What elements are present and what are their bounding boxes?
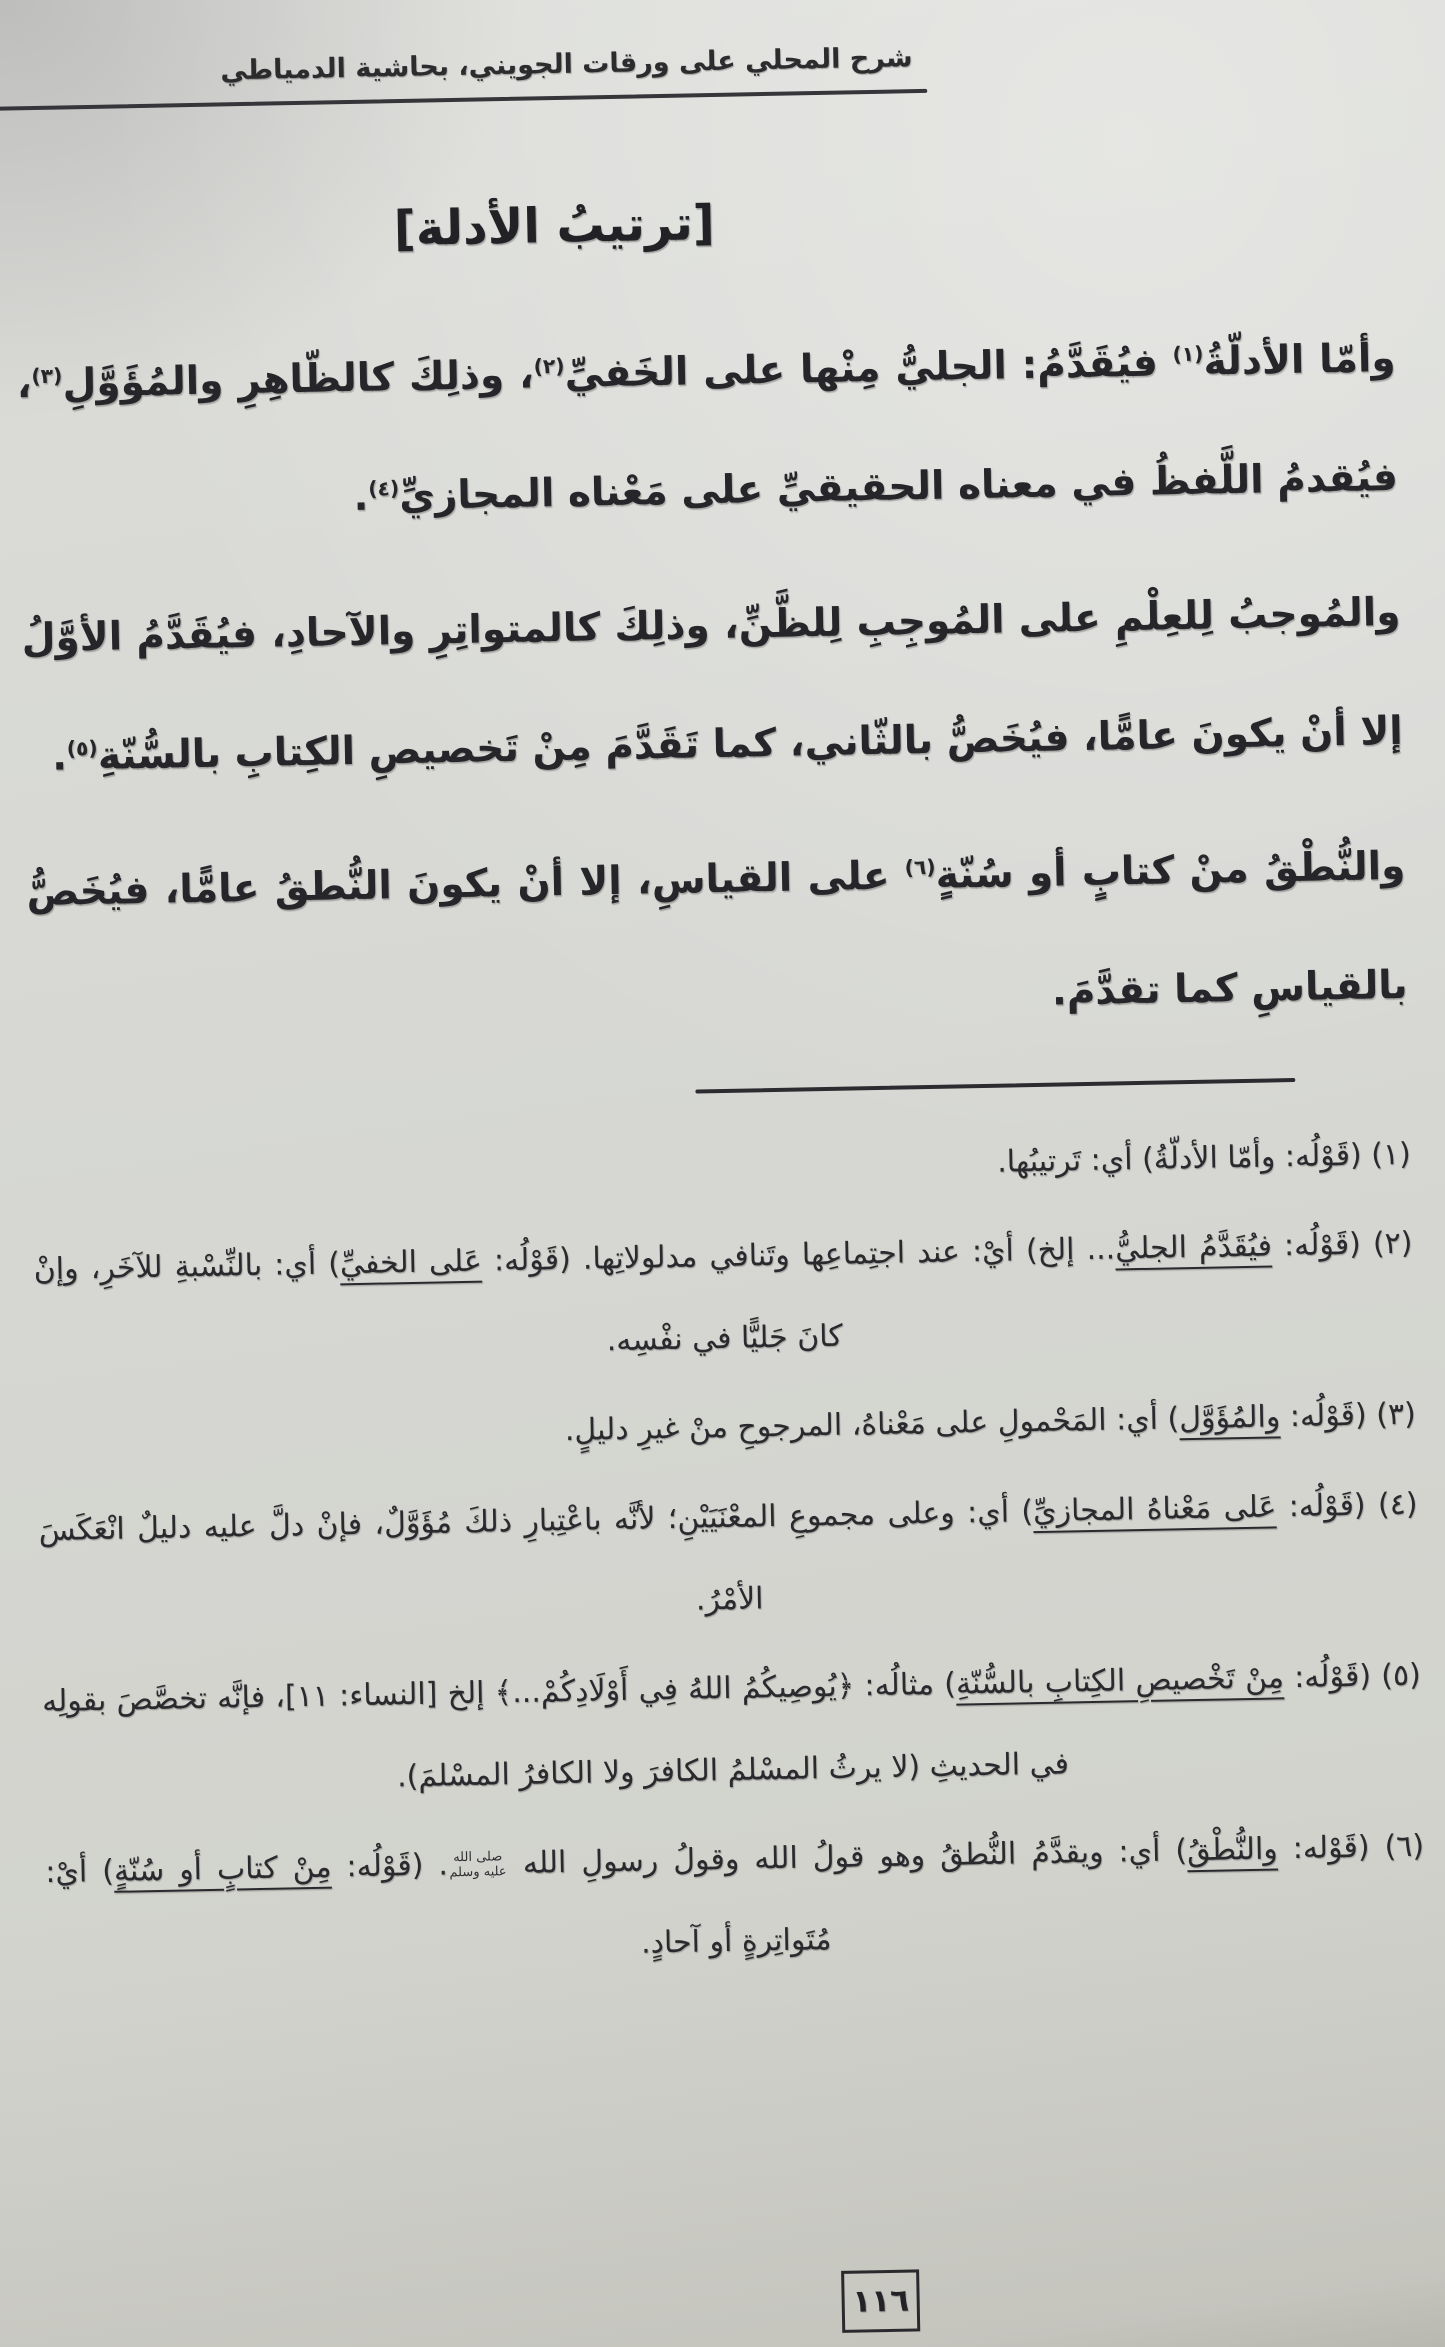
body-paragraph-3 xyxy=(25,808,1408,1072)
footnote-separator xyxy=(695,1078,1295,1094)
text-run: ) مثالُه: ﴿يُوصِيكُمُ اللهُ فِي أَوْلَادِكُمْ...﴾ إلخ [النساء: ١١]، فإنَّه تخصَّصَ بقولِه في الحديثِ (لا يرثُ المسْلمُ الكافرَ ولا الكافرُ المسْلمَ). xyxy=(41,1666,1070,1795)
underlined-lemma: والمُؤَوَّل xyxy=(1178,1399,1281,1437)
book-title: شرح المحلي على ورقات الجويني، بحاشية الدمياطي xyxy=(220,42,913,87)
underlined-lemma: عَلى مَعْناهُ المجازيِّ xyxy=(1032,1489,1277,1530)
running-header xyxy=(0,33,1406,111)
text-run: على القياسِ، إلا أنْ يكونَ النُّطقُ عامًّا، فيُخَصُّ بالقياسِ كما تقدَّمَ. xyxy=(26,853,1408,1015)
footnote-marker: (٢) xyxy=(533,353,565,379)
text-run: . (قَوْلُه: xyxy=(331,1847,449,1886)
salawat-symbol: صلى الله عليه وسلم xyxy=(449,1849,507,1881)
footnote-6 xyxy=(45,1806,1427,1996)
underlined-lemma: فيُقَدَّمُ الجليُّ xyxy=(1114,1228,1273,1267)
text-run: ) أي: المَحْمولِ على مَعْناهُ، المرجوحِ منْ غيرِ دليلٍ. xyxy=(564,1401,1180,1449)
text-run: ، وذلِكَ كالظّاهِرِ والمُؤَوَّلِ xyxy=(62,352,535,407)
main-text xyxy=(2,300,1425,1073)
text-run: فيُقَدَّمُ: الجليُّ مِنْها على الخَفيِّ xyxy=(564,340,1174,397)
text-run: ) أيْ: مُتَواتِرةٍ أو آحادٍ. xyxy=(44,1854,832,1961)
footnote-marker: (٦) xyxy=(904,854,936,880)
text-run: (١) (قَوْلُه: وأمّا الأدلّةُ) أي: تَرتيبُها. xyxy=(996,1136,1412,1180)
text-run: . xyxy=(51,734,68,780)
footnote-marker: (٥) xyxy=(66,735,98,761)
text-run: ، فيُقدمُ اللَّفظُ في معناه الحقيقيِّ على مَعْناه المجازيِّ xyxy=(16,362,1399,520)
section-title: [ترتيبُ الأدلة] xyxy=(393,194,716,258)
text-run: ) أي: بالنِّسْبةِ للآخَرِ، وإنْ كانَ جَليًّا في نفْسِه. xyxy=(33,1246,843,1359)
underlined-lemma: والنُّطْقُ xyxy=(1186,1831,1279,1869)
text-run: والمُوجبُ لِلعِلْمِ على المُوجِبِ لِلظَّنِّ، وذلِكَ كالمتواتِرِ والآحادِ، فيُقَدَّمُ الأوَّلُ إلا أنْ يكونَ عامًّا، فيُخَصُّ بالثّاني، كما تَقَدَّمَ مِنْ تَخصيصِ الكِتابِ بالسُّنّةِ xyxy=(21,589,1404,779)
footnote-5 xyxy=(41,1635,1423,1825)
body-paragraph-1 xyxy=(16,300,1399,564)
footnote-2 xyxy=(33,1203,1415,1393)
underlined-lemma: مِنْ كتابٍ أو سُنّةٍ xyxy=(113,1850,332,1890)
text-run: وأمّا الأدلّةُ xyxy=(1203,335,1396,385)
footnote-1 xyxy=(31,1113,1411,1221)
header-rule xyxy=(0,89,927,111)
text-run: (٣) (قَوْلُه: xyxy=(1279,1397,1417,1435)
text-run: . xyxy=(353,474,369,520)
footnote-marker: (١) xyxy=(1172,341,1204,367)
footnote-marker: (٤) xyxy=(367,476,400,501)
body-paragraph-2 xyxy=(20,554,1403,818)
footnotes-section xyxy=(17,1113,1442,1996)
underlined-lemma: عَلى الخفيِّ xyxy=(339,1243,483,1282)
text-run: والنُّطْقُ منْ كتابٍ أو سُنّةٍ xyxy=(935,843,1406,898)
footnote-marker: (٣) xyxy=(31,363,63,389)
text-run: (٥) (قَوْلُه: xyxy=(1283,1657,1422,1696)
text-run: ... إلخ) أيْ: عند اجتِماعِها وتَنافي مدلولاتِها. (قَوْلُه: xyxy=(481,1231,1116,1279)
text-run: ) أي: وعلى مجموعِ المعْنَيَيْنِ؛ لأنَّه باعْتِبارِ ذلكَ مُؤَوَّلٌ، فإنْ دلَّ عليه دليلٌ انْعَكَسَ الأمْرُ. xyxy=(38,1494,1034,1618)
underlined-lemma: مِنْ تَخْصيصِ الكِتابِ بالسُّنّةِ xyxy=(955,1660,1285,1702)
running-header-block xyxy=(0,42,927,111)
page-number: ١١٦ xyxy=(851,2282,910,2320)
text-run: ) أي: ويقدَّمُ النُّطقُ وهو قولُ الله وقولُ رسولِ الله xyxy=(507,1833,1188,1882)
footnote-4 xyxy=(38,1464,1420,1654)
page-number-box xyxy=(841,2269,920,2332)
text-run: (٤) (قَوْلُه: xyxy=(1276,1486,1418,1525)
footnote-3 xyxy=(36,1374,1416,1482)
text-run: (٢) (قَوْلُه: xyxy=(1271,1225,1413,1264)
text-run: (٦) (قَوْله: xyxy=(1277,1829,1425,1867)
